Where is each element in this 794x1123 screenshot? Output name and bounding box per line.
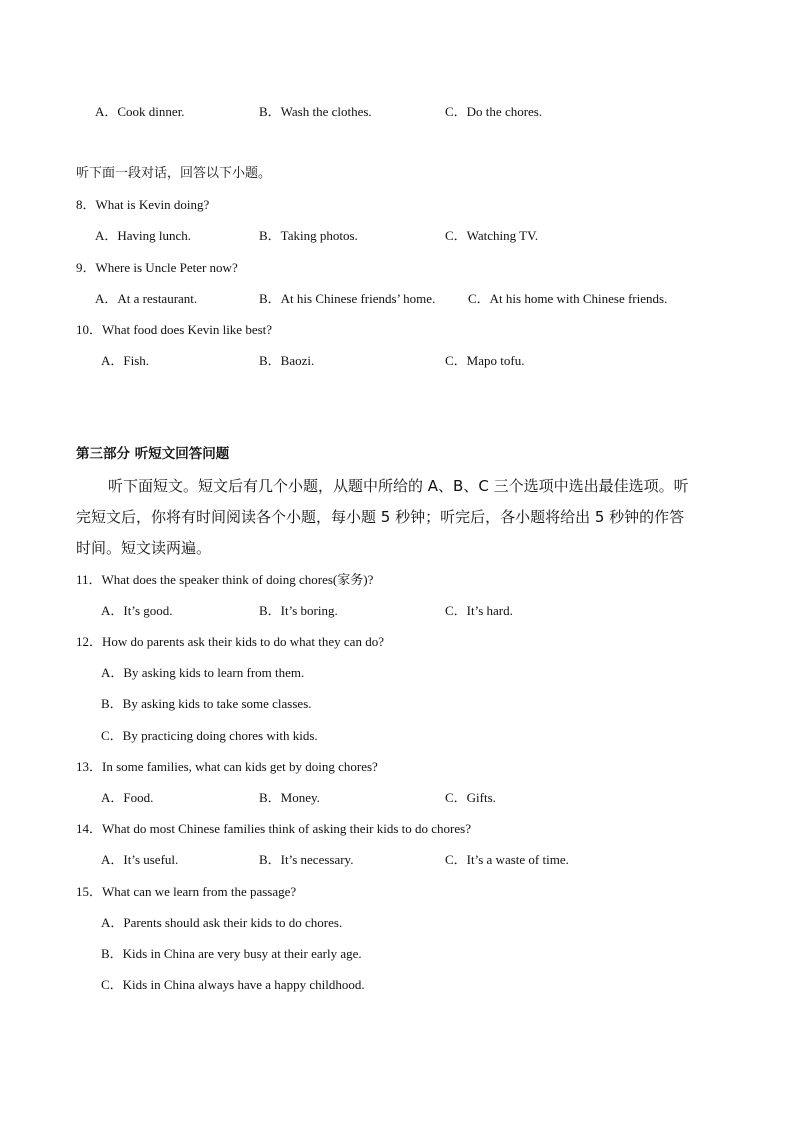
q7-option-b: B．Wash the clothes. [259,104,372,119]
q12-option-c: C．By practicing doing chores with kids. [101,728,318,743]
q9-question: 9．Where is Uncle Peter now? [76,260,238,275]
q14-question: 14．What do most Chinese families think of asking their kids to do chores? [76,821,471,836]
q11-option-a: A．It’s good. [101,603,173,618]
q7-option-c: C．Do the chores. [445,104,543,119]
q10-option-b: B．Baozi. [259,353,315,368]
q12-question: 12．How do parents ask their kids to do what they can do? [76,634,384,649]
q9-option-c: C．At his home with Chinese friends. [468,291,668,306]
part3-heading: 第三部分 听短文回答问题 [76,446,230,462]
q12-option-a: A．By asking kids to learn from them. [101,665,305,680]
q14-option-a: A．It’s useful. [101,852,179,867]
q15-option-c: C．Kids in China always have a happy childhood. [101,977,365,992]
q15-option-b: B．Kids in China are very busy at their early age. [101,946,362,961]
q11-option-c: C．It’s hard. [445,603,513,618]
part3-intro-line-1: 听下面短文。短文后有几个小题，从题中所给的 A、B、C 三个选项中选出最佳选项。听 [108,477,689,495]
q8-option-a: A．Having lunch. [95,228,192,243]
dialogue-instruction: 听下面一段对话，回答以下小题。 [76,166,272,181]
q15-option-a: A．Parents should ask their kids to do chores. [101,915,343,930]
q14-option-c: C．It’s a waste of time. [445,852,569,867]
q15-question: 15．What can we learn from the passage? [76,884,297,899]
q10-question: 10．What food does Kevin like best? [76,322,273,337]
part3-intro-line-2: 完短文后，你将有时间阅读各个小题，每小题 5 秒钟；听完后，各小题将给出 5 秒钟的作答 [76,508,685,526]
q8-option-b: B．Taking photos. [259,228,358,243]
q8-option-c: C．Watching TV. [445,228,539,243]
q12-option-b: B．By asking kids to take some classes. [101,696,312,711]
q13-option-c: C．Gifts. [445,790,496,805]
q14-option-b: B．It’s necessary. [259,852,354,867]
q13-question: 13．In some families, what can kids get by doing chores? [76,759,378,774]
q9-option-b: B．At his Chinese friends’ home. [259,291,436,306]
q11-question: 11．What does the speaker think of doing chores(家务)? [76,572,374,587]
q13-option-b: B．Money. [259,790,320,805]
q7-option-a: A．Cook dinner. [95,104,185,119]
q8-question: 8．What is Kevin doing? [76,197,210,212]
q13-option-a: A．Food. [101,790,154,805]
q10-option-a: A．Fish. [101,353,150,368]
part3-intro-line-3: 时间。短文读两遍。 [76,539,212,557]
q11-option-b: B．It’s boring. [259,603,338,618]
q10-option-c: C．Mapo tofu. [445,353,525,368]
q9-option-a: A．At a restaurant. [95,291,198,306]
